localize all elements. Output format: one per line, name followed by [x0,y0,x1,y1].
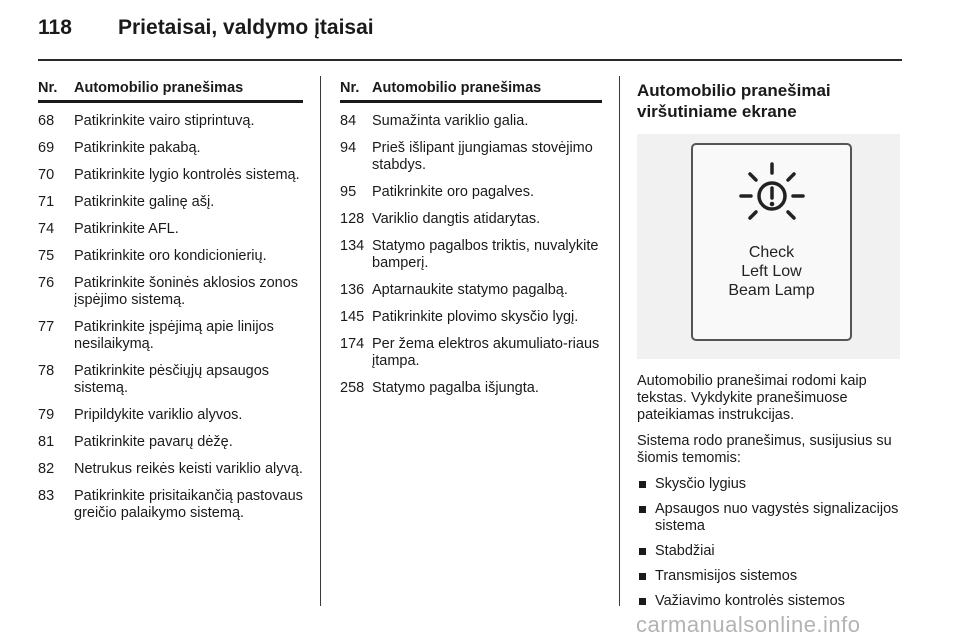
row-text: Patikrinkite įspėjimą apie linijos nesilaikymą. [74,319,274,352]
row-number: 134 [340,238,365,254]
row-text: Patikrinkite oro kondicionierių. [74,248,267,264]
page-number: 118 [38,16,72,39]
row-number: 71 [38,194,55,210]
row-text: Variklio dangtis atidarytas. [372,211,541,227]
display-screen [691,143,852,341]
column-divider [320,76,321,606]
row-text: Prieš išlipant įjungiamas stovėjimo stabdys. [372,140,593,173]
list-item [637,593,905,610]
row-number: 78 [38,363,55,379]
table-row [340,140,602,174]
row-number: 75 [38,248,55,264]
table-row [38,434,303,451]
row-text: Statymo pagalba išjungta. [372,380,539,396]
table-row [38,275,303,309]
row-number: 70 [38,167,55,183]
row-number: 128 [340,211,365,227]
header-nr: Nr. [38,80,58,96]
display-line: Beam Lamp [728,282,815,299]
row-number: 69 [38,140,55,156]
table-row [38,319,303,353]
row-text: Patikrinkite pavarų dėžę. [74,434,233,450]
paragraph: Automobilio pranešimai rodomi kaip tekstas. Vykdykite pranešimuose pateikiamas instrukcijas. [637,373,867,423]
upper-display-section [637,80,905,618]
column-divider [619,76,620,606]
header-message: Automobilio pranešimas [74,80,244,96]
display-message [693,243,850,300]
list-item [637,543,905,560]
table-row [38,194,303,211]
row-text: Patikrinkite vairo stiprintuvą. [74,113,255,129]
row-text: Patikrinkite lygio kontrolės sistemą. [74,167,300,183]
row-text: Pripildykite variklio alyvos. [74,407,243,423]
table-row [340,282,602,299]
table-row [38,248,303,265]
row-text: Patikrinkite plovimo skysčio lygį. [372,309,579,325]
row-number: 74 [38,221,55,237]
table-header [340,80,602,98]
table-row [38,363,303,397]
table-row [38,461,303,478]
list-item-text: Važiavimo kontrolės sistemos [655,593,845,609]
list-item-text: Stabdžiai [655,543,715,559]
list-item [637,476,905,493]
bullet-square-icon [639,481,646,488]
list-item-text: Skysčio lygius [655,476,747,492]
table-row [38,113,303,130]
list-item [637,568,905,585]
display-line: Check [748,244,795,261]
row-number: 174 [340,336,365,352]
row-text: Patikrinkite pėsčiųjų apsaugos sistemą. [74,363,270,396]
row-number: 258 [340,380,365,396]
row-number: 79 [38,407,55,423]
list-item [637,501,905,535]
row-text: Patikrinkite AFL. [74,221,179,237]
row-number: 136 [340,282,365,298]
row-number: 81 [38,434,55,450]
bulb-warning-icon [737,159,807,229]
table-row [38,407,303,424]
row-text: Patikrinkite oro pagalves. [372,184,534,200]
header-message: Automobilio pranešimas [372,80,542,96]
row-number: 84 [340,113,357,129]
row-text: Patikrinkite prisitaikančią pastovaus greičio palaikymo sistemą. [74,488,303,521]
row-number: 82 [38,461,55,477]
header-rule [38,100,303,103]
row-text: Patikrinkite galinę ašį. [74,194,215,210]
list-item-text: Transmisijos sistemos [655,568,798,584]
table-row [38,140,303,157]
table-row [340,184,602,201]
message-table-2 [340,80,602,407]
table-row [340,309,602,326]
table-row [38,488,303,522]
row-text: Sumažinta variklio galia. [372,113,529,129]
row-text: Netrukus reikės keisti variklio alyvą. [74,461,303,477]
row-number: 76 [38,275,55,291]
header-rule [38,59,902,61]
row-number: 77 [38,319,55,335]
message-table-1 [38,80,303,532]
paragraph: Sistema rodo pranešimus, susijusius su šiomis temomis: [637,433,892,466]
row-number: 145 [340,309,365,325]
bullet-square-icon [639,506,646,513]
table-row [340,336,602,370]
section-title: Automobilio pranešimai viršutiniame ekrane [637,81,831,121]
table-row [340,113,602,130]
table-row [340,238,602,272]
bullet-square-icon [639,548,646,555]
table-header [38,80,303,98]
row-text: Statymo pagalbos triktis, nuvalykite bamperį. [372,238,599,271]
table-row [38,221,303,238]
watermark: carmanualsonline.info [636,612,861,637]
bullet-square-icon [639,573,646,580]
table-row [340,380,602,397]
row-text: Per žema elektros akumuliato-riaus įtampa. [372,336,600,369]
row-text: Aptarnaukite statymo pagalbą. [372,282,568,298]
bullet-square-icon [639,598,646,605]
table-row [38,167,303,184]
row-number: 95 [340,184,357,200]
row-number: 68 [38,113,55,129]
row-text: Patikrinkite pakabą. [74,140,201,156]
display-line: Left Low [741,263,802,280]
row-number: 94 [340,140,357,156]
display-illustration [637,134,900,359]
header-rule [340,100,602,103]
header-nr: Nr. [340,80,360,96]
list-item-text: Apsaugos nuo vagystės signalizacijos sistema [655,501,899,534]
row-text: Patikrinkite šoninės aklosios zonos įspėjimo sistemą. [74,275,299,308]
page-title: Prietaisai, valdymo įtaisai [118,16,374,39]
table-row [340,211,602,228]
row-number: 83 [38,488,55,504]
